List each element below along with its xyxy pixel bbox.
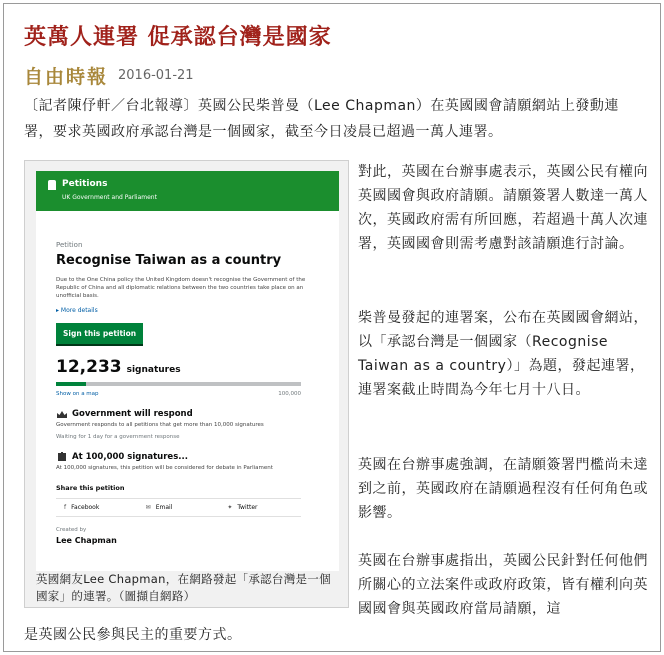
more-details-label: More details <box>60 307 98 314</box>
publish-date: 2016-01-21 <box>118 68 194 83</box>
government-response-section <box>56 409 321 419</box>
signature-count <box>56 357 321 377</box>
headline: 英萬人連署 促承認台灣是國家 <box>24 24 332 50</box>
share-email-label: Email <box>155 504 173 511</box>
government-response-wait: Waiting for 1 day for a government response <box>56 433 180 440</box>
triangle-right-icon: ▸ <box>56 307 61 314</box>
signature-target: 100,000 <box>278 391 301 397</box>
signature-progress-fill <box>56 382 86 386</box>
twitter-icon: ✦ <box>227 504 233 511</box>
body-paragraph-2: 柴普曼發起的連署案，公布在英國國會網站，以「承認台灣是一個國家（Recognise Taiwan as a country）」為題，發起連署，連署案截止時間為今年七月十八日。 <box>358 310 648 398</box>
share-email <box>138 504 220 511</box>
email-icon: ✉ <box>145 504 151 511</box>
petition-site-title: Petitions <box>62 179 108 189</box>
crown-icon <box>48 180 56 190</box>
petition-title: Recognise Taiwan as a country <box>56 253 282 268</box>
signature-count-label: signatures <box>126 365 181 375</box>
debate-title: At 100,000 signatures... <box>72 451 188 462</box>
petition-site-subtitle: UK Government and Parliament <box>62 194 157 201</box>
petition-description: Due to the One China policy the United Kingdom doesn't recognise the Government of the Republic of China and all diplomatic relations between the two countries take place on an unofficial basis. <box>56 277 306 299</box>
sign-petition-button: Sign this petition <box>56 323 143 344</box>
government-response-text: Government responds to all petitions that get more than 10,000 signatures <box>56 422 264 428</box>
share-title: Share this petition <box>56 484 125 492</box>
petition-header <box>36 171 339 211</box>
share-row <box>56 498 301 517</box>
created-by-label: Created by <box>56 527 87 533</box>
article-frame <box>3 3 661 652</box>
source-row <box>24 62 194 89</box>
parliament-icon <box>56 452 68 461</box>
share-twitter-label: Twitter <box>237 504 258 511</box>
facebook-icon: f <box>64 504 67 511</box>
article-photo <box>24 160 349 608</box>
signature-progress-bar <box>56 382 301 386</box>
signature-count-number: 12,233 <box>56 357 122 377</box>
share-facebook <box>56 504 138 511</box>
more-details-link <box>56 307 321 314</box>
show-map-link: Show on a map <box>56 391 99 397</box>
lead-paragraph: 〔記者陳伃軒／台北報導〕英國公民柴普曼（Lee Chapman）在英國國會請願網站上發動連署，要求英國政府承認台灣是一個國家，截至今日凌晨已超過一萬人連署。 <box>24 98 619 140</box>
newspaper-logo: 自由時報 <box>24 66 109 88</box>
debate-section <box>56 452 321 462</box>
creator-name: Lee Chapman <box>56 536 117 545</box>
petition-screenshot <box>36 171 339 571</box>
debate-text: At 100,000 signatures, this petition will be considered for debate in Parliament <box>56 464 273 471</box>
photo-caption: 英國網友Lee Chapman，在網路發起「承認台灣是一個國家」的連署。（圖擷自網路） <box>36 572 331 603</box>
petition-body <box>36 211 339 545</box>
share-facebook-label: Facebook <box>71 504 100 511</box>
body-paragraph-3: 英國在台辦事處強調，在請願簽署門檻尚未達到之前，英國政府在請願過程沒有任何角色或影響。 <box>358 457 648 521</box>
share-twitter <box>219 504 301 511</box>
petition-kicker: Petition <box>56 241 83 249</box>
crown-icon <box>56 410 68 419</box>
body-paragraph-4-end: 是英國公民參與民主的重要方式。 <box>24 627 242 643</box>
body-paragraph-1: 對此，英國在台辦事處表示，英國公民有權向英國國會與政府請願。請願簽署人數達一萬人次，英國政府需有所回應，若超過十萬人次連署，英國國會則需考慮對該請願進行討論。 <box>358 164 648 252</box>
body-paragraph-4: 英國在台辦事處指出，英國公民針對任何他們所關心的立法案件或政府政策，皆有權利向英國國會與英國政府當局請願，這 <box>358 553 648 617</box>
map-row <box>56 391 301 397</box>
government-response-title: Government will respond <box>72 409 193 419</box>
